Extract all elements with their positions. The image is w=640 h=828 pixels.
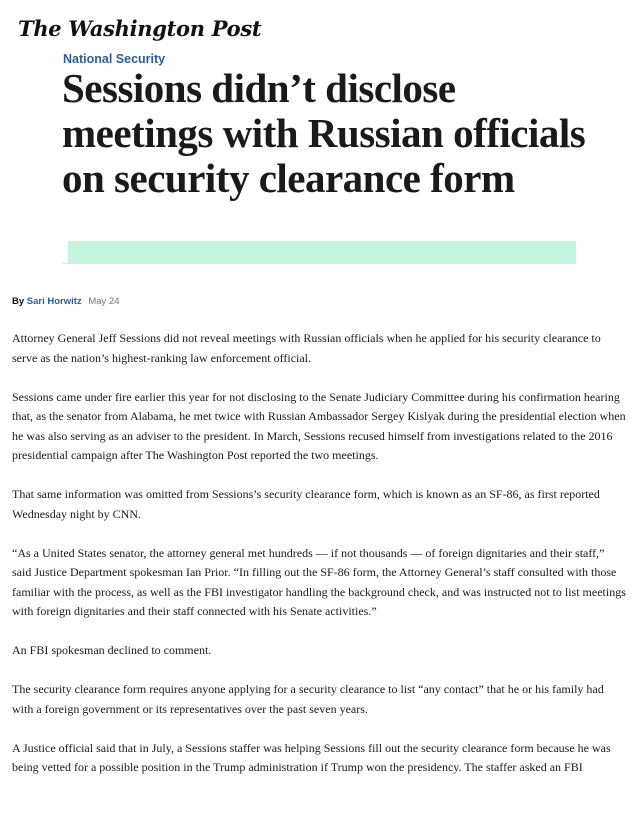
article-paragraph: An FBI spokesman declined to comment. [12,643,212,657]
article-body [12,329,626,797]
masthead-logo[interactable]: The Washington Post [18,16,262,41]
article-paragraph: That same information was omitted from Sessions’s security clearance form, which is known as an SF-86, as first reported Wednesday night by CNN. [12,487,600,521]
article-paragraph: “As a United States senator, the attorney general met hundreds — if not thousands — of foreign dignitaries and their staff,” said Justice Department spokesman Ian Prior. “In filling out the SF-86 form, the Attorney General’s staff consulted with those familiar with the process, as well as the FBI investigator handling the background check, and was instructed not to list meetings with foreign dignitaries and their staff connected with his Senate activities.” [12,545,626,618]
article-paragraph: The security clearance form requires anyone applying for a security clearance to list “any contact” that he or his family had with a foreign government or its representatives over the past seven years. [12,682,604,716]
byline [12,296,120,307]
publish-date: May 24 [88,296,120,307]
byline-prefix: By [12,296,25,307]
article-paragraph: A Justice official said that in July, a Sessions staffer was helping Sessions fill out the security clearance form because he was being vetted for a possible position in the Trump administration if Trump won the presidency. The staffer asked an FBI [12,740,611,774]
headline-highlight-bar [68,241,576,263]
article-paragraph: Sessions came under fire earlier this year for not disclosing to the Senate Judiciary Committee during his confirmation hearing that, as the senator from Alabama, he met twice with Russian Ambassador Sergey Kislyak during the presidential election when he was also serving as an adviser to the president. In March, Sessions recused himself from investigations related to the 2016 presidential campaign after The Washington Post reported the two meetings. [12,389,626,462]
article-headline: Sessions didn’t disclose meetings with Russian officials on security clearance form [62,65,586,201]
headline-divider [62,263,576,264]
author-link[interactable]: Sari Horwitz [26,296,82,307]
article-paragraph: Attorney General Jeff Sessions did not reveal meetings with Russian officials when he applied for his security clearance to serve as the nation’s highest-ranking law enforcement official. [12,331,601,365]
section-kicker-link[interactable]: National Security [63,52,166,66]
